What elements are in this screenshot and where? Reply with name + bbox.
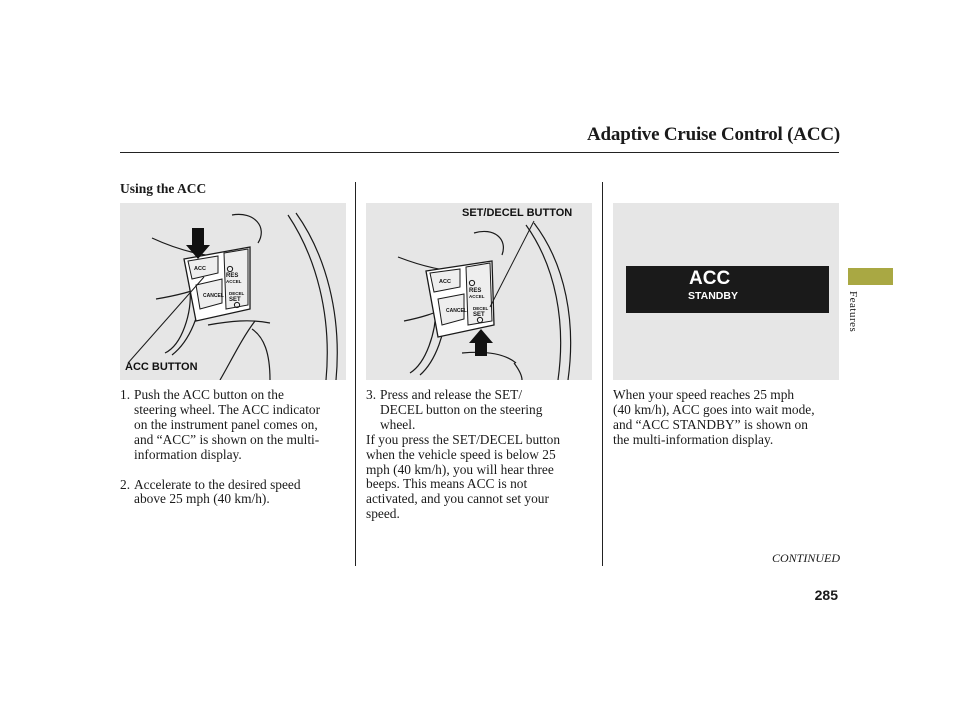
section-heading: Using the ACC xyxy=(120,181,207,196)
text-line: speed. xyxy=(366,506,400,522)
text-line: on the instrument panel comes on, xyxy=(134,416,318,432)
text-line: DECEL button on the steering xyxy=(380,401,543,417)
text-line: Press and release the SET/ xyxy=(380,387,523,402)
set-decel-button-figure xyxy=(366,203,592,380)
callout-leader-line xyxy=(128,277,204,363)
text-line: when the vehicle speed is below 25 xyxy=(366,446,556,462)
acc-button-callout: ACC BUTTON xyxy=(125,361,198,373)
multi-info-display-figure xyxy=(613,203,839,380)
steering-wheel-illustration-left xyxy=(120,203,346,380)
list-item-text xyxy=(134,478,352,508)
list-item-number: 2. xyxy=(120,476,131,492)
accel-switch-label: ACCEL xyxy=(226,279,242,284)
acc-standby-display xyxy=(626,266,829,313)
page-number: 285 xyxy=(814,587,838,603)
text-line: and “ACC” is shown on the multi- xyxy=(134,431,320,447)
continued-label: CONTINUED xyxy=(771,551,840,565)
cancel-switch-label: CANCEL xyxy=(446,308,467,314)
column-divider-1 xyxy=(355,182,356,566)
text-line: and “ACC STANDBY” is shown on xyxy=(613,416,808,432)
callout-leader-line xyxy=(490,221,534,307)
list-item xyxy=(366,388,598,433)
middle-column-text xyxy=(366,388,598,522)
steering-wheel-illustration-middle xyxy=(366,203,592,380)
header-rule xyxy=(120,152,839,153)
display-acc-text: ACC xyxy=(689,268,731,289)
text-line: the multi-information display. xyxy=(613,431,774,447)
cancel-switch-label: CANCEL xyxy=(203,293,224,299)
set-decel-button-callout: SET/DECEL BUTTON xyxy=(462,207,573,219)
text-line: Push the ACC button on the xyxy=(134,387,284,402)
text-line: wheel. xyxy=(380,416,416,432)
list-item-text xyxy=(380,388,598,433)
accel-switch-label: ACCEL xyxy=(469,294,485,299)
text-line: activated, and you cannot set your xyxy=(366,491,549,507)
left-column-text xyxy=(120,388,352,507)
acc-button-figure xyxy=(120,203,346,380)
section-tab xyxy=(848,268,893,285)
page-title: Adaptive Cruise Control (ACC) xyxy=(587,124,840,145)
display-standby-text: STANDBY xyxy=(688,290,738,302)
res-switch-label: RES xyxy=(469,288,482,294)
acc-switch-label: ACC xyxy=(194,266,206,272)
text-line: steering wheel. The ACC indicator xyxy=(134,401,321,417)
set-switch-label: SET xyxy=(229,297,241,303)
set-switch-label: SET xyxy=(473,312,485,318)
res-switch-label: RES xyxy=(226,273,239,279)
acc-switch-label: ACC xyxy=(439,279,451,285)
text-line: information display. xyxy=(134,446,242,462)
text-line: Accelerate to the desired speed xyxy=(134,476,301,492)
text-line: When your speed reaches 25 mph xyxy=(613,387,795,402)
list-item-number: 3. xyxy=(366,387,377,402)
list-item-text xyxy=(134,388,352,463)
text-line: If you press the SET/DECEL button xyxy=(366,431,561,447)
list-item-number: 1. xyxy=(120,387,131,402)
text-line: (40 km/h), ACC goes into wait mode, xyxy=(613,401,815,417)
list-item xyxy=(120,388,352,463)
right-column-text xyxy=(613,388,847,448)
text-line: mph (40 km/h), you will hear three xyxy=(366,461,554,477)
column-divider-2 xyxy=(602,182,603,566)
list-item xyxy=(120,478,352,508)
decel-switch-label: DECEL xyxy=(473,306,489,311)
decel-switch-label: DECEL xyxy=(229,291,245,296)
paragraph xyxy=(366,433,598,522)
section-tab-label: Features xyxy=(847,291,859,333)
text-line: beeps. This means ACC is not xyxy=(366,476,528,492)
text-line: above 25 mph (40 km/h). xyxy=(134,491,270,507)
